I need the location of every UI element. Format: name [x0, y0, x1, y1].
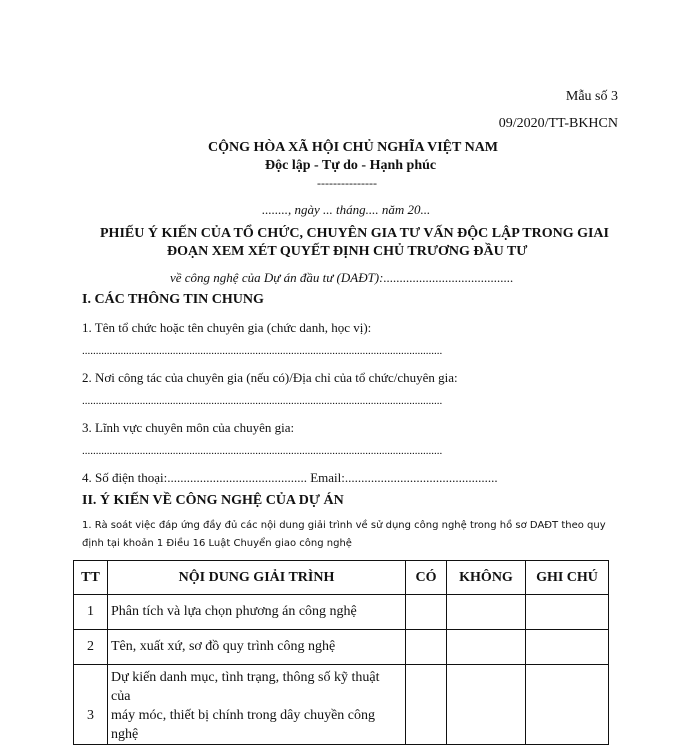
row-content-line2: máy móc, thiết bị chính trong dây chuyền công nghệ [111, 708, 375, 742]
form-number: Mẫu số 3 [565, 89, 618, 104]
question-phone-email: 4. Số điện thoại:........................................... Email:............................................... [82, 470, 498, 485]
cell-yes[interactable] [406, 665, 447, 745]
question-workplace: 2. Nơi công tác của chuyên gia (nếu có)/Địa chỉ của tổ chức/chuyên gia: [82, 370, 458, 385]
section1-heading: I. CÁC THÔNG TIN CHUNG [82, 292, 264, 307]
form-title-line1: PHIẾU Ý KIẾN CỦA TỔ CHỨC, CHUYÊN GIA TƯ VẤN ĐỘC LẬP TRONG GIAI [100, 226, 609, 241]
row-number: 1 [74, 595, 108, 630]
form-title-line2: ĐOẠN XEM XÉT QUYẾT ĐỊNH CHỦ TRƯƠNG ĐẦU TƯ [167, 244, 528, 259]
col-header-yes: CÓ [406, 561, 447, 595]
row-number: 3 [74, 665, 108, 745]
section2-note-line2: định tại khoản 1 Điều 16 Luật Chuyển giao công nghệ [82, 538, 352, 549]
header-divider: --------------- [317, 176, 377, 190]
row-content-line1: Dự kiến danh mục, tình trạng, thông số kỹ thuật của [111, 670, 380, 704]
cell-no[interactable] [447, 630, 526, 665]
form-subtitle: về công nghệ của Dự án đầu tư (DAĐT):........................................ [170, 270, 514, 285]
section2-note-line1: 1. Rà soát việc đáp ứng đầy đủ các nội dung giải trình về sử dụng công nghệ trong hồ sơ DAĐT theo quy [82, 520, 606, 531]
cell-no[interactable] [447, 595, 526, 630]
row-content [108, 665, 406, 745]
col-header-no: KHÔNG [447, 561, 526, 595]
col-header-notes: GHI CHÚ [526, 561, 609, 595]
table-row [74, 595, 609, 630]
cell-yes[interactable] [406, 630, 447, 665]
row-content: Tên, xuất xứ, sơ đồ quy trình công nghệ [108, 630, 406, 665]
cell-notes[interactable] [526, 630, 609, 665]
col-header-tt: TT [74, 561, 108, 595]
question-specialty: 3. Lĩnh vực chuyên môn của chuyên gia: [82, 420, 295, 435]
national-motto: Độc lập - Tự do - Hạnh phúc [265, 158, 437, 173]
row-number: 2 [74, 630, 108, 665]
date-line: ........, ngày ... tháng.... năm 20... [262, 202, 431, 217]
col-header-content: NỘI DUNG GIẢI TRÌNH [108, 561, 406, 595]
explanation-table [73, 560, 609, 745]
row-content: Phân tích và lựa chọn phương án công nghệ [108, 595, 406, 630]
cell-notes[interactable] [526, 665, 609, 745]
country-name: CỘNG HÒA XÃ HỘI CHỦ NGHĨA VIỆT NAM [208, 140, 499, 155]
section2-heading: II. Ý KIẾN VỀ CÔNG NGHỆ CỦA DỰ ÁN [82, 493, 344, 508]
answer-line-1[interactable]: ................................................................................................................................... [82, 345, 443, 357]
table-row [74, 665, 609, 745]
cell-notes[interactable] [526, 595, 609, 630]
cell-yes[interactable] [406, 595, 447, 630]
table-row [74, 630, 609, 665]
cell-no[interactable] [447, 665, 526, 745]
table-header-row [74, 561, 609, 595]
answer-line-3[interactable]: ................................................................................................................................... [82, 445, 443, 457]
circular-number: 09/2020/TT-BKHCN [498, 116, 618, 131]
answer-line-2[interactable]: ................................................................................................................................... [82, 395, 443, 407]
question-org-name: 1. Tên tổ chức hoặc tên chuyên gia (chức danh, học vị): [82, 320, 372, 335]
